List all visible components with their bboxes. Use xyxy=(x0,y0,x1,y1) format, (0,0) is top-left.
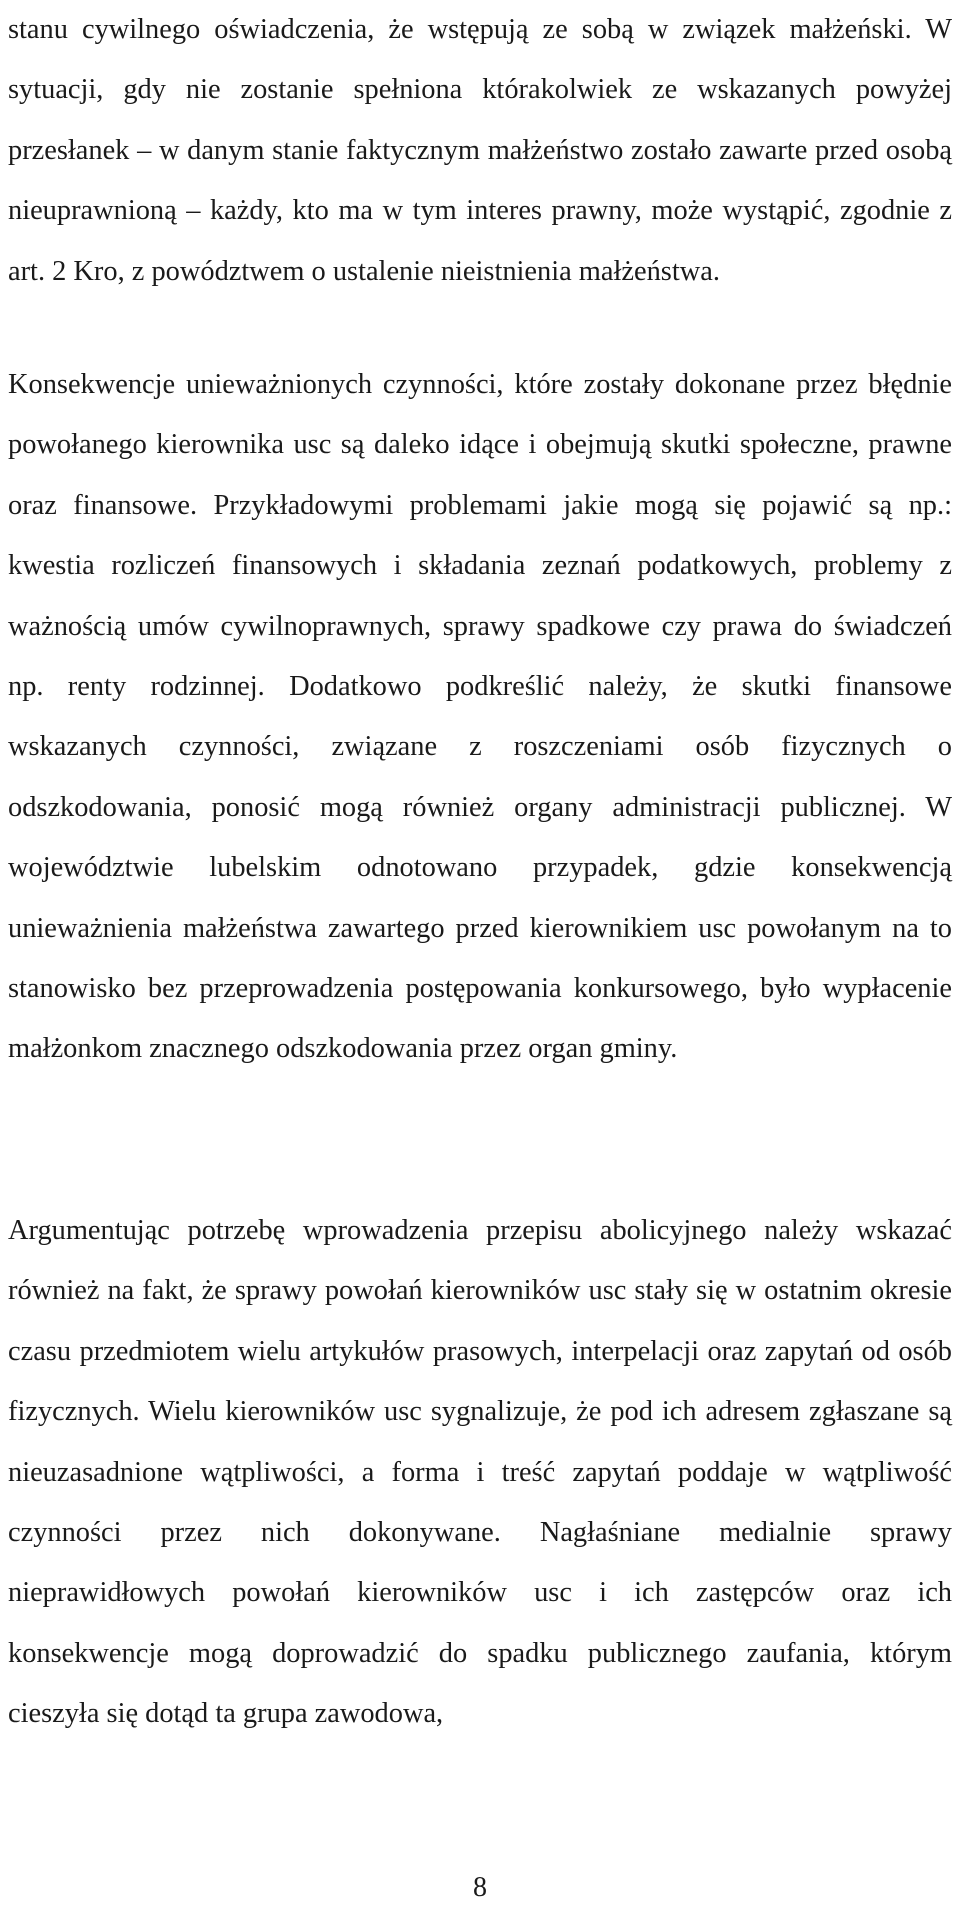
paragraph-3: Argumentując potrzebę wprowadzenia przepisu abolicyjnego należy wskazać również na fakt, że sprawy powołań kierowników usc stały się w ostatnim okresie czasu przedmiotem wielu artykułów prasowych, interpelacji oraz zapytań od osób fizycznych. Wielu kierowników usc sygnalizuje, że pod ich adresem zgłaszane są nieuzasadnione wątpliwości, a forma i treść zapytań poddaje w wątpliwość czynności przez nich dokonywane. Nagłaśniane medialnie sprawy nieprawidłowych powołań kierowników usc i ich zastępców oraz ich konsekwencje mogą doprowadzić do spadku publicznego zaufania, którym cieszyła się dotąd ta grupa zawodowa, xyxy=(8,1215,952,1730)
paragraph-1: stanu cywilnego oświadczenia, że wstępują ze sobą w związek małżeński. W sytuacji, gdy nie zostanie spełniona którakolwiek ze wskazanych powyżej przesłanek – w danym stanie faktycznym małżeństwo zostało zawarte przed osobą nieuprawnioną – każdy, kto ma w tym interes prawny, może wystąpić, zgodnie z art. 2 Kro, z powództwem o ustalenie nieistnienia małżeństwa. xyxy=(8,14,952,287)
page-number: 8 xyxy=(473,1872,487,1903)
paragraph-2: Konsekwencje unieważnionych czynności, które zostały dokonane przez błędnie powołanego kierownika usc są daleko idące i obejmują skutki społeczne, prawne oraz finansowe. Przykładowymi problemami jakie mogą się pojawić są np.: kwestia rozliczeń finansowych i składania zeznań podatkowych, problemy z ważnością umów cywilnoprawnych, sprawy spadkowe czy prawa do świadczeń np. renty rodzinnej. Dodatkowo podkreślić należy, że skutki finansowe wskazanych czynności, związane z roszczeniami osób fizycznych o odszkodowania, ponosić mogą również organy administracji publicznej. W województwie lubelskim odnotowano przypadek, gdzie konsekwencją unieważnienia małżeństwa zawartego przed kierownikiem usc powołanym na to stanowisko bez przeprowadzenia postępowania konkursowego, było wypłacenie małżonkom znacznego odszkodowania przez organ gminy. xyxy=(8,369,952,1065)
